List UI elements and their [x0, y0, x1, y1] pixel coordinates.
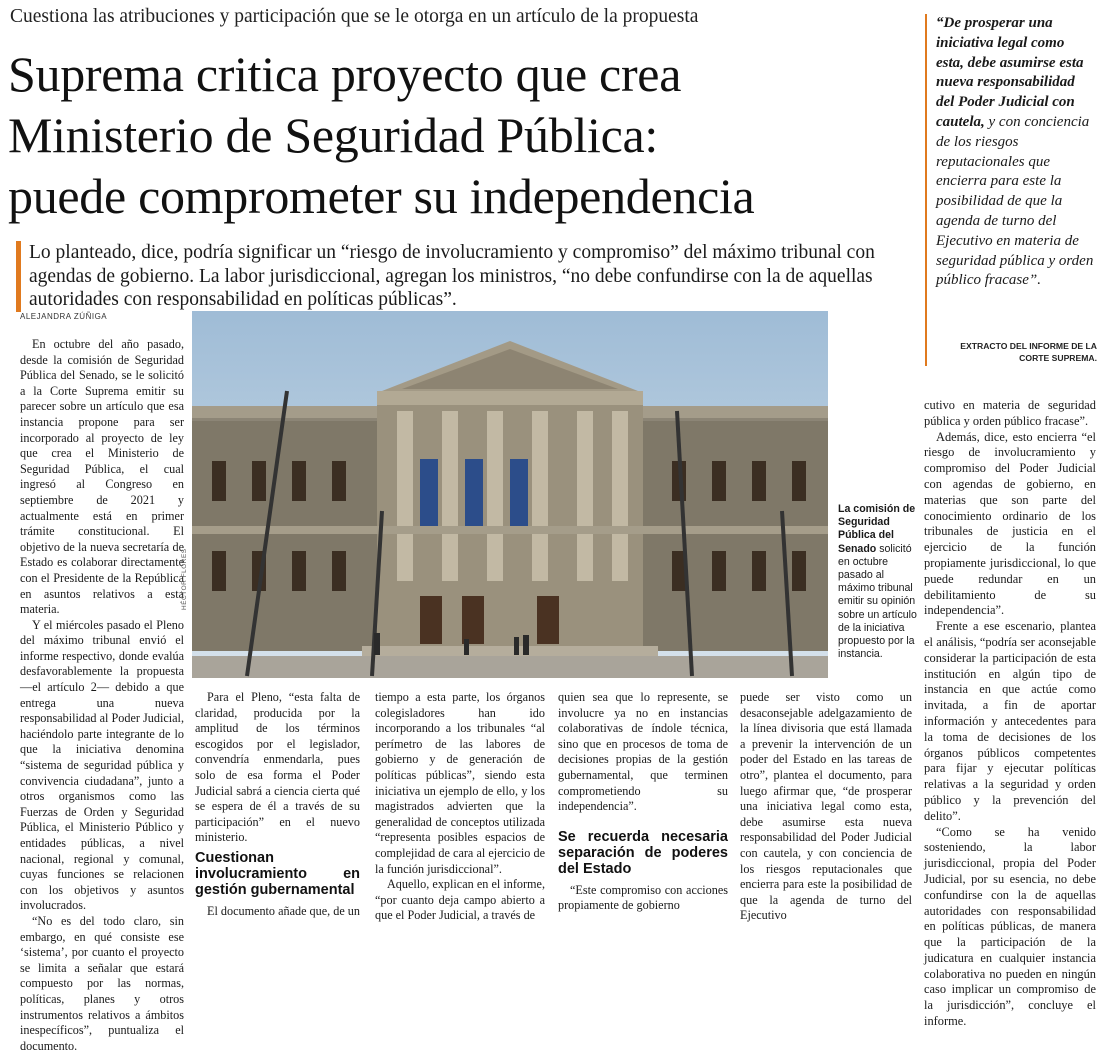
courthouse-photo [192, 311, 828, 678]
article-headline [8, 44, 908, 227]
body-paragraph: “No es del todo claro, sin embargo, en qué consiste ese ‘sistema’, por cuanto el proyecto se limita a señalar que estará compuesto por las normas, políticas, planes y otros instrumentos relativos a ámbitos inespecíficos”, puntualiza el documento. [20, 913, 184, 1053]
pull-quote [925, 14, 1095, 366]
caption-rest: solicitó en octubre pasado al máximo tribunal emitir su opinión sobre un artículo de la iniciativa propuesto por la instancia. [838, 542, 917, 661]
body-column-c [558, 690, 728, 914]
body-paragraph: Frente a ese escenario, plantea el análisis, “podría ser aconsejable considerar la participación de esta institución en algún tipo de instancia en que actúe como invitada, a fin de aportar información y antecedentes para la toma de decisiones de los órganos públicos competentes para fijar y ejecutar políticas relativas a la seguridad y orden público y la prevención del delito”. [924, 619, 1096, 823]
body-column-d [740, 690, 912, 924]
body-paragraph: puede ser visto como un desaconsejable adelgazamiento de la línea divisoria que está llamada a prevenir la intervención de un poder del Estado en las tareas de otro”, plantea el documento, para luego afirmar que, “de prosperar una iniciativa legal como esta, debe asumirse esta nueva responsabilidad del Poder Judicial con cautela, y con conciencia de los riesgos reputacionales que encierra para este la posibilidad de que la agenda de turno del Ejecutivo [740, 690, 912, 923]
body-paragraph: “Como se ha venido sosteniendo, la labor jurisdiccional, propia del Poder Judicial, por su esencia, no debe confundirse con la de aquellas autoridades con responsabilidad en políticas públicas, de manera que la participación de la judicatura en cualquier instancia colaborativa no pueden en ningún caso implicar un compromiso de la jurisdicción”, concluye el informe. [924, 824, 1096, 1029]
subhead-involvement: Cuestionan involucramiento en gestión gubernamental [195, 849, 360, 898]
deck-text: Lo planteado, dice, podría significar un “riesgo de involucramiento y compromiso” del máximo tribunal con agendas de gobierno. La labor jurisdiccional, agregan los ministros, “no debe confundirse con la de aquellas autoridades con responsabilidad en políticas públicas”. [29, 242, 875, 310]
body-column-right [924, 398, 1096, 1030]
photo-caption [838, 503, 918, 661]
pull-quote-text [936, 14, 1095, 291]
pull-quote-source: EXTRACTO DEL INFORME DE LA CORTE SUPREMA. [960, 341, 1097, 363]
headline-line-3: puede comprometer su independencia [8, 168, 755, 224]
body-paragraph: cutivo en materia de seguridad pública y orden público fracase”. [924, 398, 1096, 428]
photo-credit: HÉCTOR FLORES [181, 548, 188, 610]
body-paragraph: Para el Pleno, “esta falta de claridad, producida por la amplitud de los términos escogidos por el legislador, convendría enmendarla, pues solo de esa forma el Poder Judicial sabrá a ciencia cierta qué se espera de él a través de su participación” en el nuevo ministerio. [195, 690, 360, 845]
body-paragraph: quien sea que lo represente, se involucre ya no en instancias colaborativas de índole técnica, sino que en procesos de toma de decisiones propias de la gestión gubernamental, que terminen comprometiendo su independencia”. [558, 690, 728, 814]
body-paragraph: Y el miércoles pasado el Pleno del máximo tribunal envió el informe respectivo, donde evalúa desfavorablemente la propuesta —el artículo 2— debido a que entrega una nueva responsabilidad al Poder Judicial, haciéndolo parte integrante de lo que la iniciativa denomina “sistema de seguridad pública y convivencia ciudadana”, junto a otros organismos como las Fuerzas de Orden y Seguridad Pública, el Ministerio Público y entidades públicas, a nivel nacional, regional y comunal, cuyas funciones se relacionen con los objetivos y asuntos involucrados. [20, 617, 184, 913]
headline-line-2: Ministerio de Seguridad Pública: [8, 107, 659, 163]
article-kicker: Cuestiona las atribuciones y participación que se le otorga en un artículo de la propuesta [10, 6, 699, 27]
body-paragraph: Aquello, explican en el informe, “por cuanto deja campo abierto a que el Poder Judicial, a través de [375, 877, 545, 923]
article-deck [16, 241, 911, 312]
pull-quote-bold: “De prosperar una iniciativa legal como esta, debe asumirse esta nueva responsabilidad del Poder Judicial con cautela, [936, 15, 1084, 130]
pull-quote-regular: y con conciencia de los riesgos reputacionales que encierra para este la posibilidad de que la agenda de turno del Ejecutivo en materia de seguridad pública y orden público fracase”. [936, 113, 1094, 289]
caption-bold: La comisión de Seguridad Pública del Senado [838, 503, 916, 555]
body-paragraph: En octubre del año pasado, desde la comisión de Seguridad Pública del Senado, se le solicitó a la Corte Suprema emitir su parecer sobre un artículo que esa instancia propone para ser incorporado al proyecto de ley que crea el Ministerio de Seguridad Pública, el cual ingresó al Congreso en septiembre de 2021 y actualmente está en primer trámite constitucional. El objetivo de la nueva secretaría de Estado es colaborar directamente con el Presidente de la República en asuntos relativos a esta materia. [20, 337, 184, 617]
body-column-b [375, 690, 545, 924]
body-column-1 [20, 337, 184, 1054]
body-paragraph: tiempo a esta parte, los órganos colegisladores han ido incorporando a los tribunales “al perímetro de las labores de gobierno y de generación de políticas públicas”, siendo esta iniciativa un ejemplo de ello, y los magistrados advierten que la generalidad de conceptos utilizada “representa posibles espacios de complejidad de cara al ejercicio de la función jurisdiccional”. [375, 690, 545, 876]
body-paragraph: El documento añade que, de un [207, 903, 360, 918]
subhead-separation: Se recuerda necesaria separación de poderes del Estado [558, 828, 728, 877]
headline-line-1: Suprema critica proyecto que crea [8, 46, 682, 102]
body-column-a [195, 690, 360, 920]
article-byline: ALEJANDRA ZÚÑIGA [20, 312, 108, 321]
body-paragraph: Además, dice, esto encierra “el riesgo de involucramiento y compromiso del Poder Judicial con agendas de gobierno, en materias que son parte del conocimiento ordinario de los tribunales de justicia en el ejercicio de la función propiamente jurisdiccional, lo que puede redundar en un debilitamiento de su independencia”. [924, 429, 1096, 618]
body-paragraph: “Este compromiso con acciones propiamente de gobierno [558, 882, 728, 913]
courthouse-illustration [192, 311, 828, 678]
